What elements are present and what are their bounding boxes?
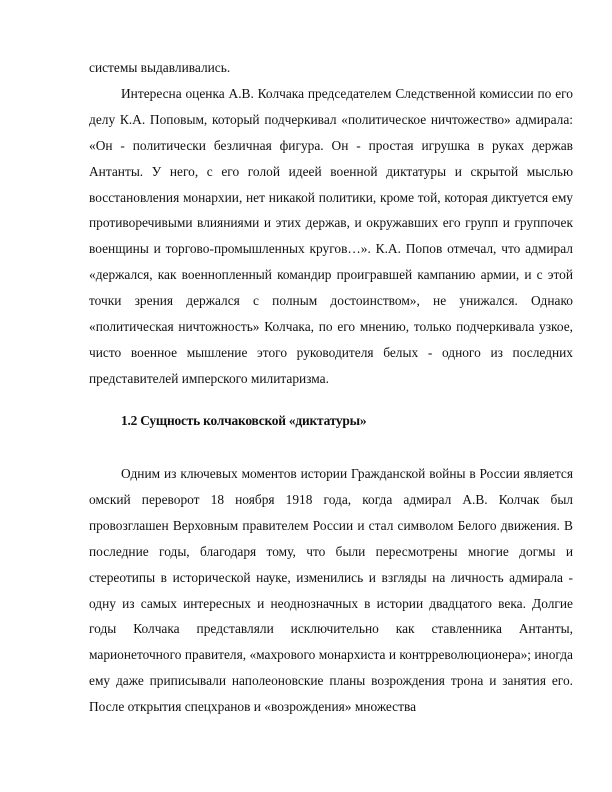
paragraph-kolchak-assessment: Интересна оценка А.В. Колчака председателем Следственной комиссии по его делу К.А. Поповым, который подчеркивал «политическое ничтожество» адмирала: «Он - политически безличная фигура. Он - простая игрушка в руках держав Антанты. У него, с его голой идеей военной диктатуры и скрытой мыслью восстановления монархии, нет никакой политики, кроме той, которая диктуется ему противоречивыми влияниями и этих держав, и окружавших его групп и группочек военщины и торгово-промышленных кругов…». К.А. Попов отмечал, что адмирал «держался, как военнопленный командир проигравшей кампанию армии, и с этой точки зрения держался с полным достоинством», не унижался. Однако «политическая ничтожность» Колчака, по его мнению, только подчеркивала узкое, чисто военное мышление этого руководителя белых - одного из последних представителей имперского милитаризма. (89, 85, 573, 386)
paragraph-omsk-coup: Одним из ключевых моментов истории Гражданской войны в России является омский переворот 18 ноября 1918 года, когда адмирал А.В. Колчак был провозглашен Верховным правителем России и стал символом Белого движения. В последние годы, благодаря тому, что были пересмотрены многие догмы и стереотипы в исторической науке, изменились и взгляды на личность адмирала - одну из самых интересных и неоднозначных в истории двадцатого века. Долгие годы Колчака представляли исключительно как ставленника Антанты, марионеточного правителя, «махрового монархиста и контрреволюционера»; иногда ему даже приписывали наполеоновские планы возрождения трона и занятия его. После открытия спецхранов и «возрождения» множества (89, 466, 573, 715)
paragraph-continuation: системы выдавливались. (89, 60, 231, 75)
text-block-upper (89, 55, 573, 392)
text-block-lower (89, 461, 573, 720)
section-heading: 1.2 Сущность колчаковской «диктатуры» (121, 413, 367, 428)
